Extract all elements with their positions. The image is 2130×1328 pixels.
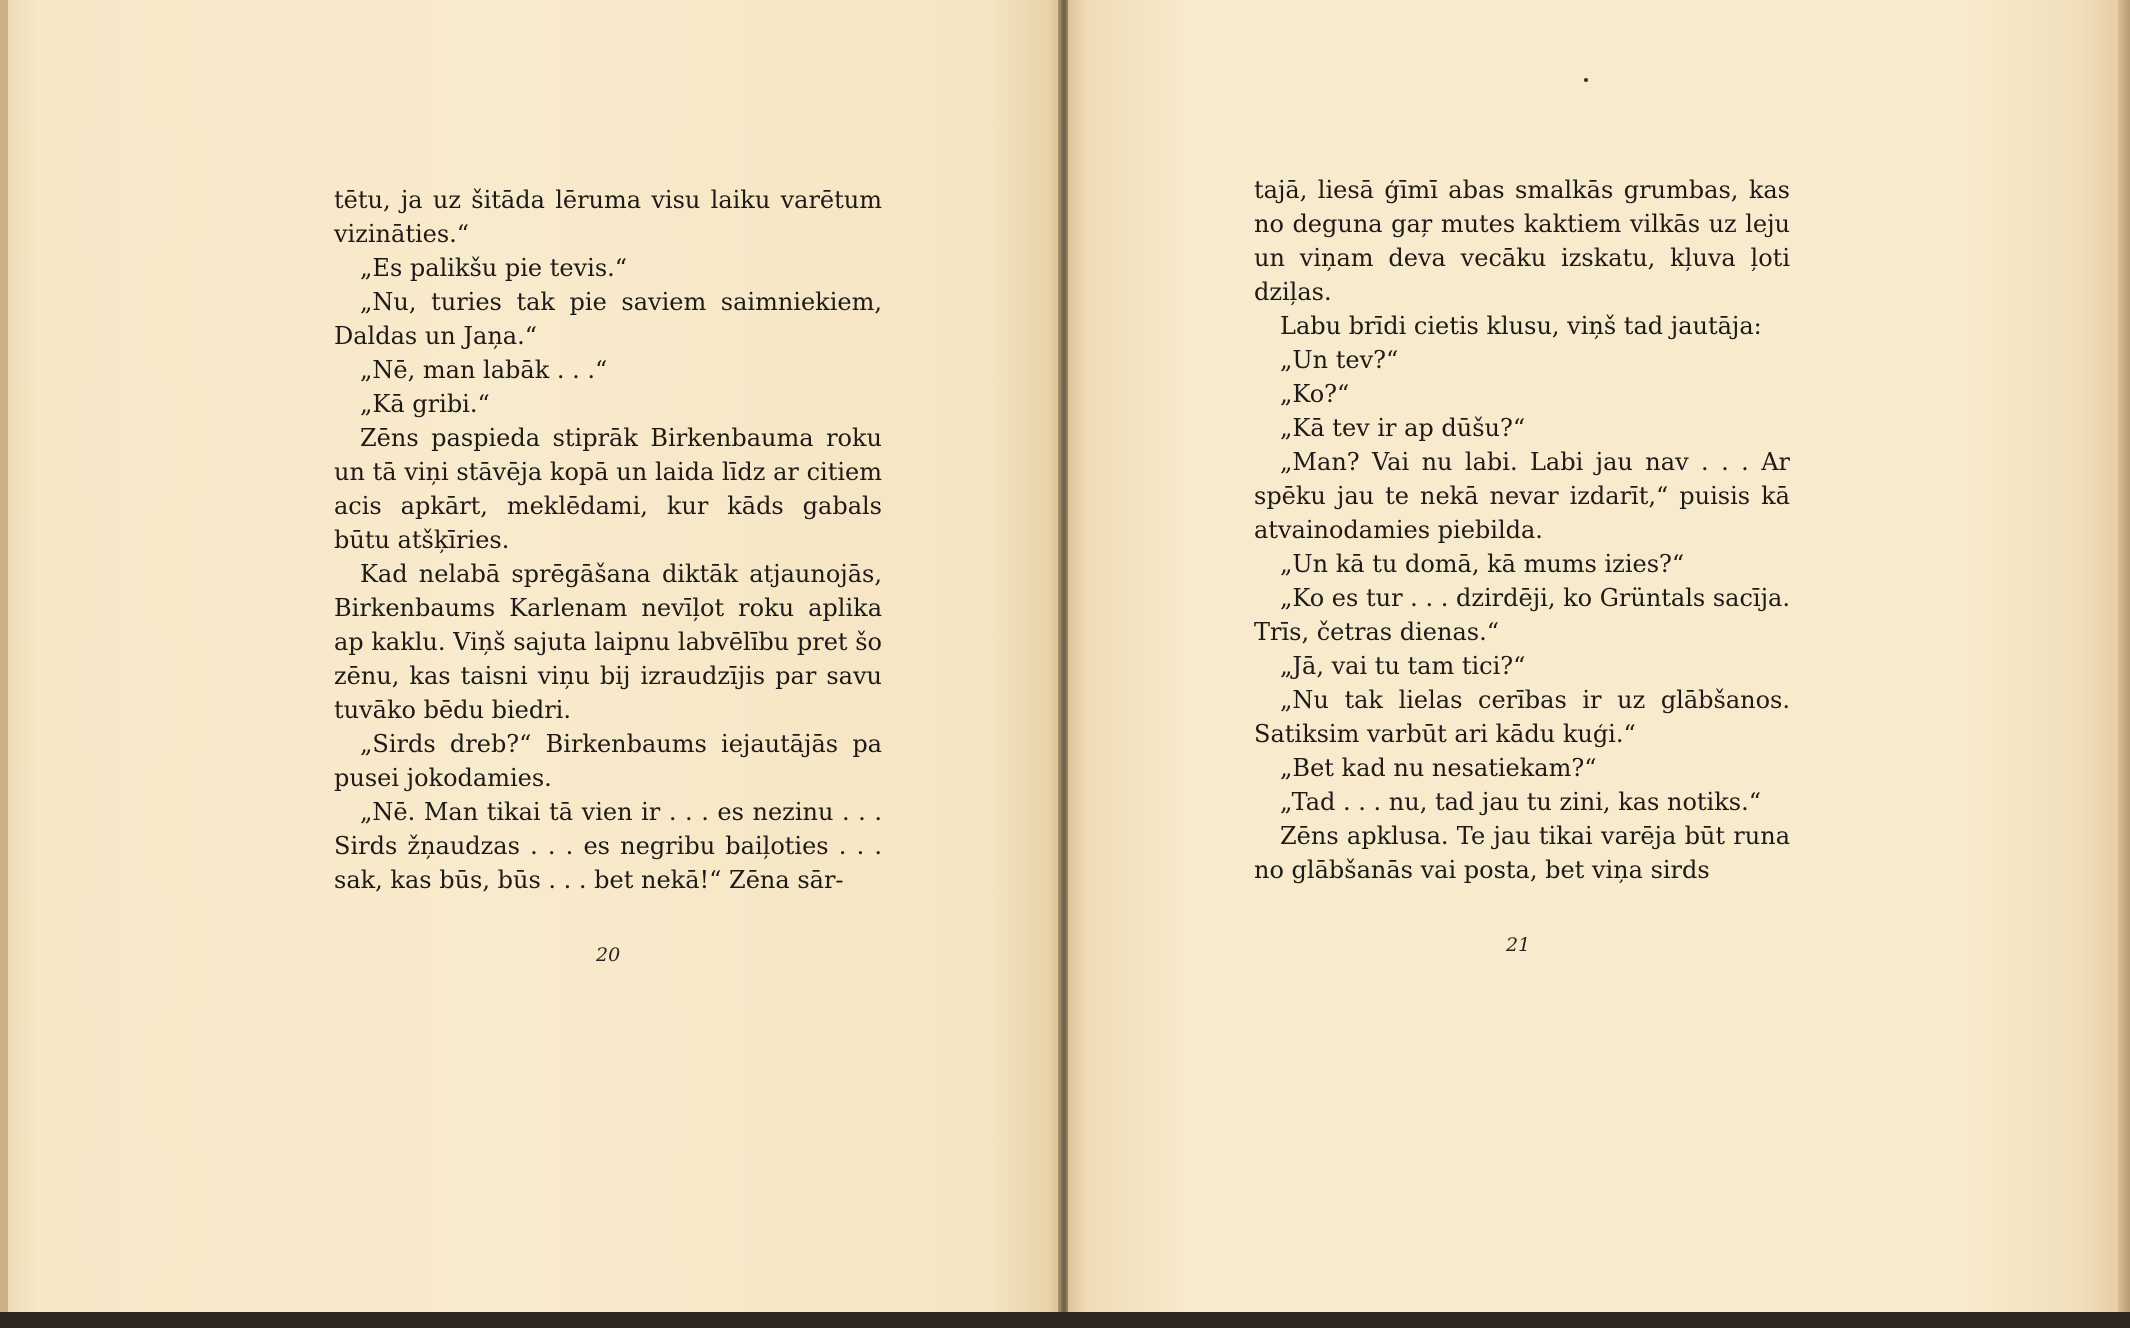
paragraph: Labu brīdi cietis klusu, viņš tad jautāja:: [1280, 312, 1762, 340]
paragraph: Zēns paspieda stiprāk Birkenbauma roku un tā viņi stāvēja kopā un laida līdz ar citiem acis apkārt, meklēdami, kur kāds gabals būtu atšķīries.: [334, 424, 882, 554]
left-page-text: [334, 183, 882, 897]
right-page-text: [1254, 173, 1790, 887]
paragraph: tētu, ja uz šitāda lēruma visu laiku varētum vizināties.“: [334, 186, 882, 248]
paragraph: „Jā, vai tu tam tici?“: [1280, 652, 1526, 680]
paragraph: „Bet kad nu nesatiekam?“: [1280, 754, 1597, 782]
paragraph: „Nē. Man tikai tā vien ir . . . es nezinu . . . Sirds žņaudzas . . . es negribu baiļoties . . . sak, kas būs, būs . . . bet nekā!“ Zēna sār-: [334, 798, 882, 894]
paragraph: „Tad . . . nu, tad jau tu zini, kas notiks.“: [1280, 788, 1761, 816]
paragraph: „Un tev?“: [1280, 346, 1399, 374]
paragraph: „Nē, man labāk . . .“: [360, 356, 608, 384]
paragraph: „Un kā tu domā, kā mums izies?“: [1280, 550, 1685, 578]
paragraph: „Kā tev ir ap dūšu?“: [1280, 414, 1526, 442]
paper-speck: [1584, 78, 1588, 82]
paragraph: „Man? Vai nu labi. Labi jau nav . . . Ar spēku jau te nekā nevar izdarīt,“ puisis kā atvainodamies piebilda.: [1254, 448, 1790, 544]
paragraph: tajā, liesā ģīmī abas smalkās grumbas, kas no deguna gaŗ mutes kaktiem vilkās uz leju un viņam deva vecāku izskatu, kļuva ļoti dziļas.: [1254, 176, 1790, 306]
paragraph: „Es palikšu pie tevis.“: [360, 254, 628, 282]
paragraph: „Kā gribi.“: [360, 390, 490, 418]
bottom-background: [0, 1312, 2130, 1328]
paragraph: „Ko es tur . . . dzirdēji, ko Grüntals sacīja. Trīs, četras dienas.“: [1254, 584, 1790, 646]
paragraph: „Sirds dreb?“ Birkenbaums iejautājās pa pusei jokodamies.: [334, 730, 882, 792]
paragraph: „Nu, turies tak pie saviem saimniekiem, Daldas un Jaņa.“: [334, 288, 882, 350]
page-number-right: 21: [1506, 934, 1531, 956]
page-number-left: 20: [596, 944, 621, 966]
right-page-edge: [2118, 0, 2130, 1318]
paragraph: Kad nelabā sprēgāšana diktāk atjaunojās, Birkenbaums Karlenam nevīļot roku aplika ap kaklu. Viņš sajuta laipnu labvēlību pret šo zēnu, kas taisni viņu bij izraudzījis par savu tuvāko bēdu biedri.: [334, 560, 882, 724]
paragraph: „Nu tak lielas cerības ir uz glābšanos. Satiksim varbūt ari kādu kuģi.“: [1254, 686, 1790, 748]
paragraph: „Ko?“: [1280, 380, 1350, 408]
paragraph: Zēns apklusa. Te jau tikai varēja būt runa no glābšanās vai posta, bet viņa sirds: [1254, 822, 1790, 884]
